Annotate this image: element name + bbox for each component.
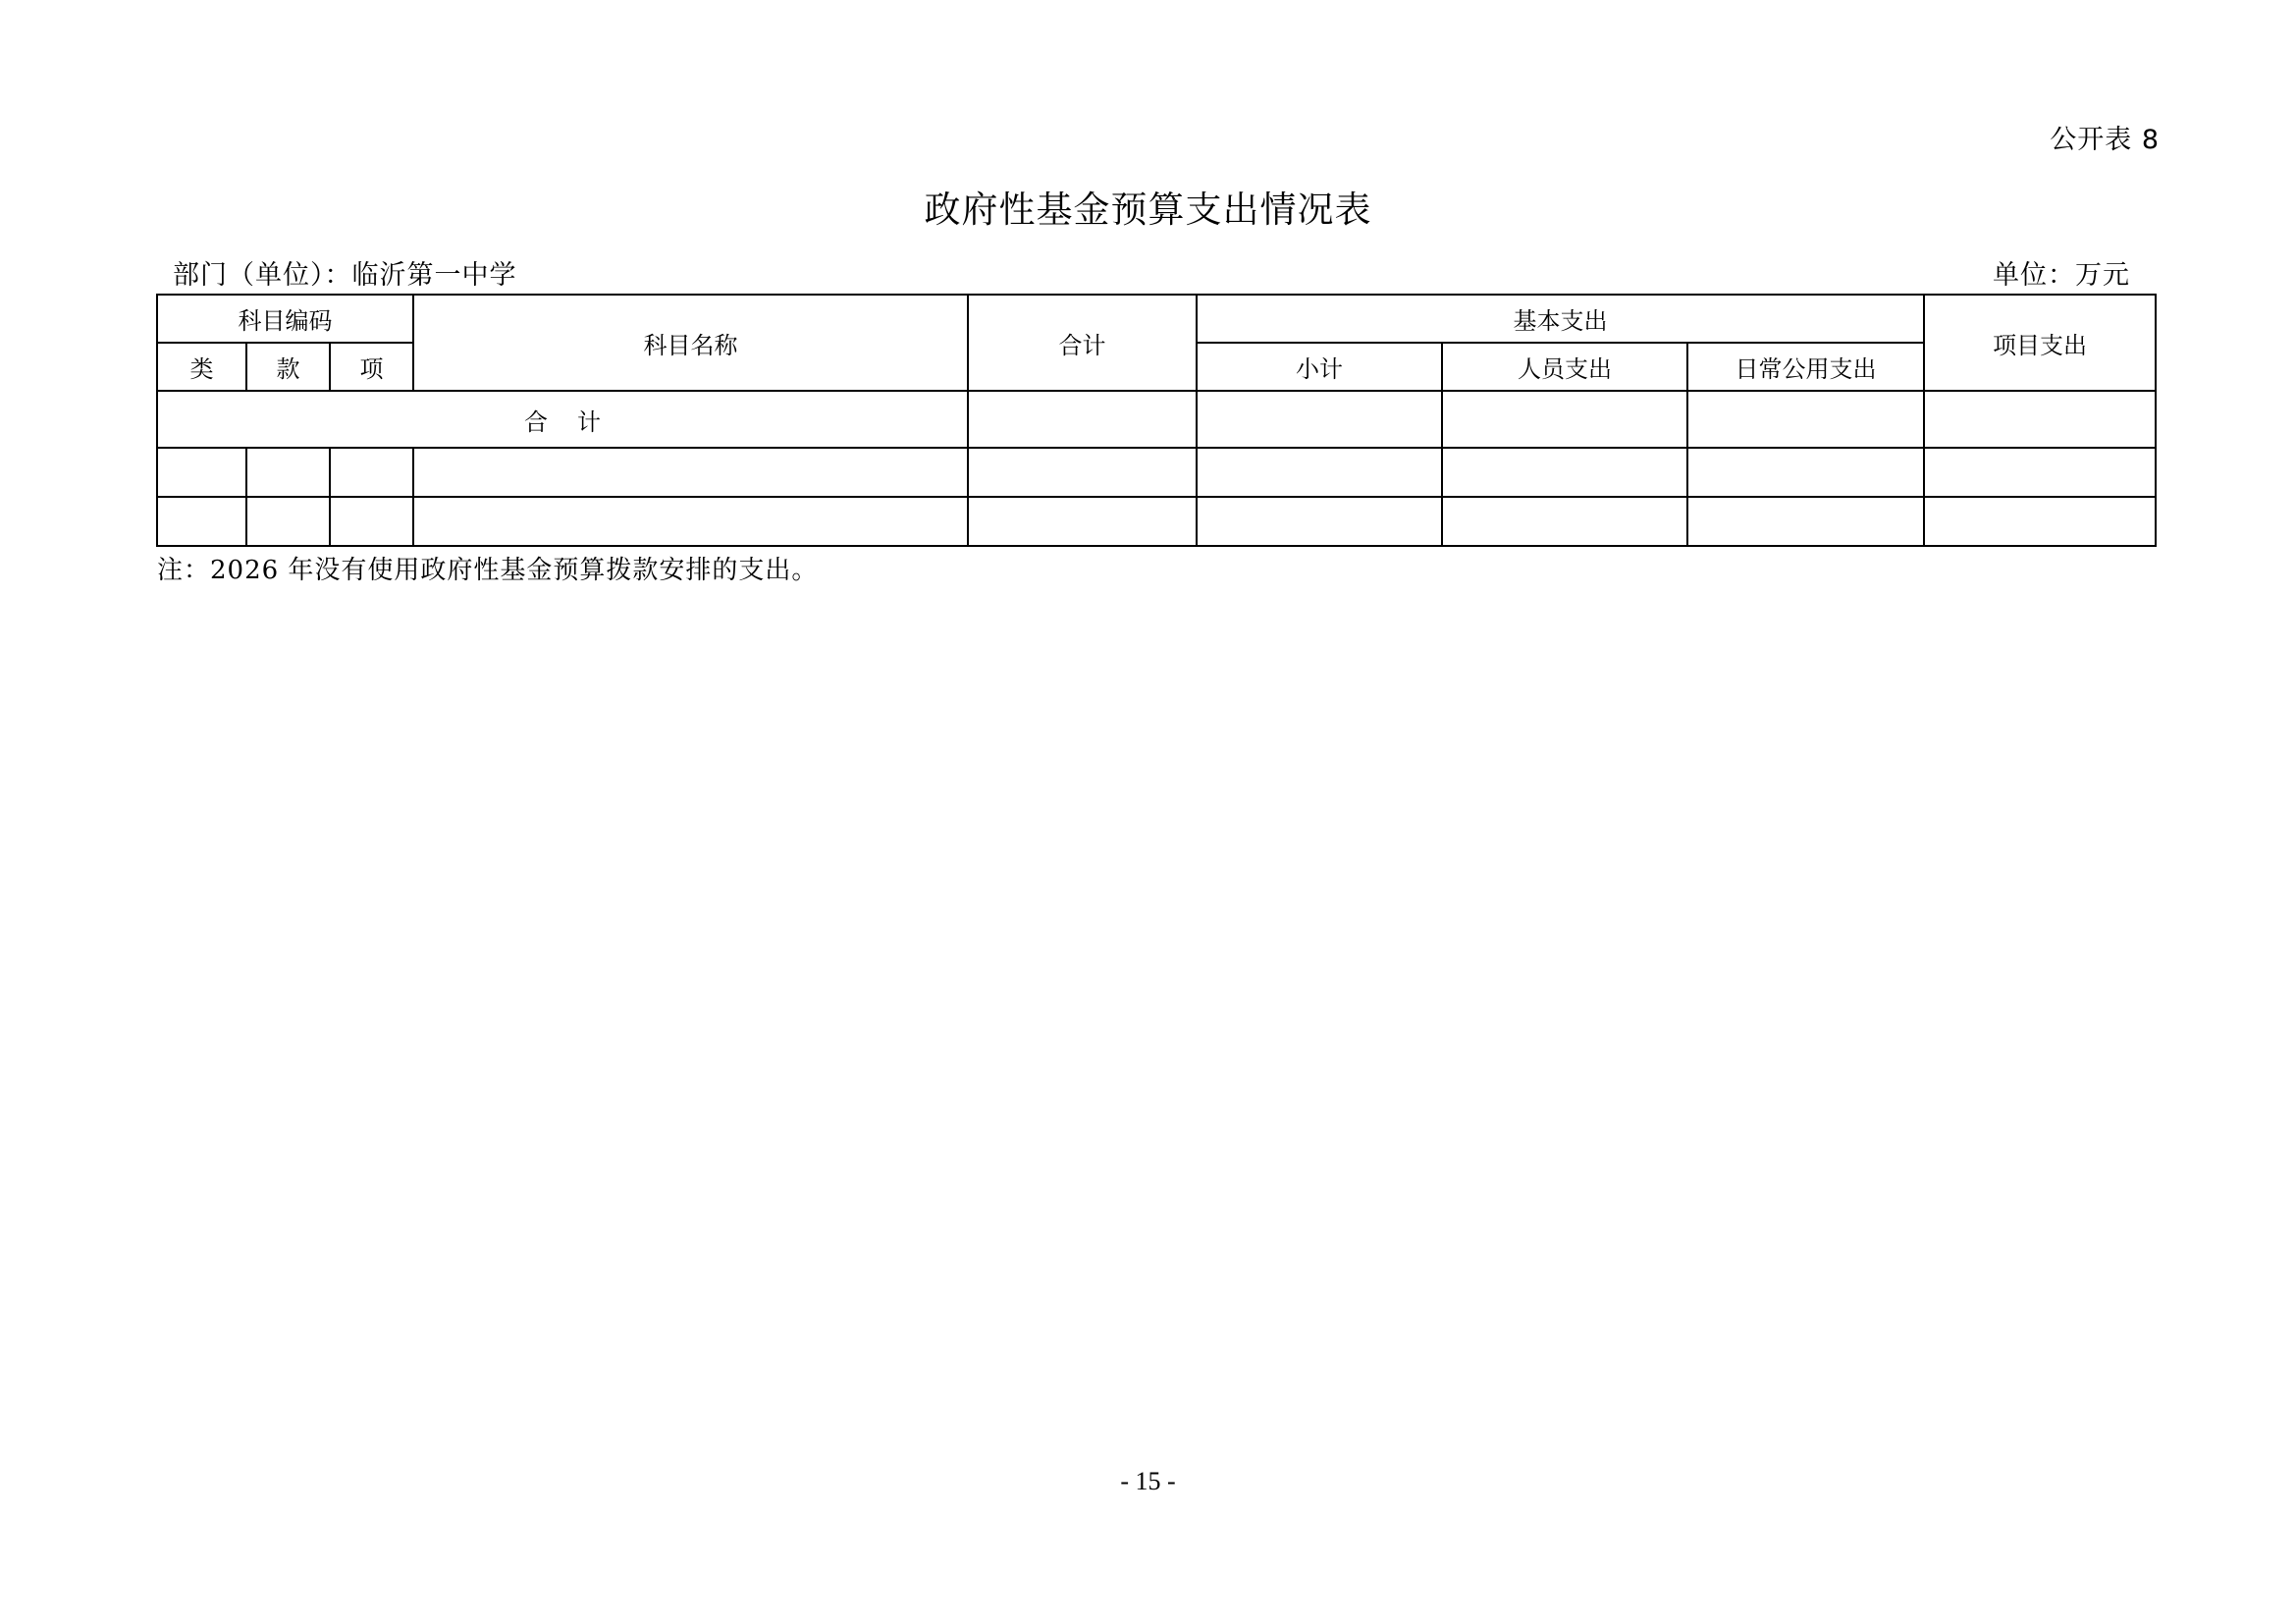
header-total: 合计 bbox=[968, 295, 1197, 391]
table-cell bbox=[1197, 448, 1442, 497]
table-cell bbox=[157, 448, 246, 497]
table-cell bbox=[1197, 497, 1442, 546]
header-personnel: 人员支出 bbox=[1442, 343, 1687, 391]
table-cell bbox=[246, 497, 330, 546]
table-cell bbox=[1442, 391, 1687, 448]
header-class: 类 bbox=[157, 343, 246, 391]
table-cell bbox=[1924, 448, 2156, 497]
header-subtotal: 小计 bbox=[1197, 343, 1442, 391]
table-header-row bbox=[157, 295, 2156, 343]
table-cell bbox=[968, 391, 1197, 448]
table-cell bbox=[330, 497, 413, 546]
header-public-expenses: 日常公用支出 bbox=[1687, 343, 1924, 391]
table-cell bbox=[413, 497, 968, 546]
table-number: 公开表 8 bbox=[2050, 125, 2160, 155]
header-subject-code: 科目编码 bbox=[157, 295, 413, 343]
table-cell bbox=[413, 448, 968, 497]
page-number: - 15 - bbox=[1120, 1467, 1176, 1495]
department-label: 部门（单位）：临沂第一中学 bbox=[173, 260, 517, 291]
table-cell bbox=[1924, 497, 2156, 546]
header-subject-name: 科目名称 bbox=[413, 295, 968, 391]
table-cell bbox=[1197, 391, 1442, 448]
total-row bbox=[157, 391, 2156, 448]
table-cell bbox=[157, 497, 246, 546]
page-title: 政府性基金预算支出情况表 bbox=[924, 189, 1372, 231]
table-cell bbox=[1687, 448, 1924, 497]
table-cell bbox=[1924, 391, 2156, 448]
budget-table bbox=[156, 294, 2157, 547]
footnote: 注：2026 年没有使用政府性基金预算拨款安排的支出。 bbox=[157, 556, 819, 585]
table-cell bbox=[968, 448, 1197, 497]
table-row bbox=[157, 448, 2156, 497]
table-row bbox=[157, 497, 2156, 546]
table-cell bbox=[1442, 448, 1687, 497]
table-cell bbox=[968, 497, 1197, 546]
table-cell bbox=[330, 448, 413, 497]
table-cell bbox=[1687, 391, 1924, 448]
header-basic-expenditure: 基本支出 bbox=[1197, 295, 1924, 343]
header-section: 款 bbox=[246, 343, 330, 391]
table-cell bbox=[1442, 497, 1687, 546]
unit-label: 单位：万元 bbox=[1993, 260, 2130, 291]
header-project-expenditure: 项目支出 bbox=[1924, 295, 2156, 391]
header-item: 项 bbox=[330, 343, 413, 391]
total-row-label: 合计 bbox=[157, 391, 968, 448]
table-cell bbox=[246, 448, 330, 497]
table-cell bbox=[1687, 497, 1924, 546]
